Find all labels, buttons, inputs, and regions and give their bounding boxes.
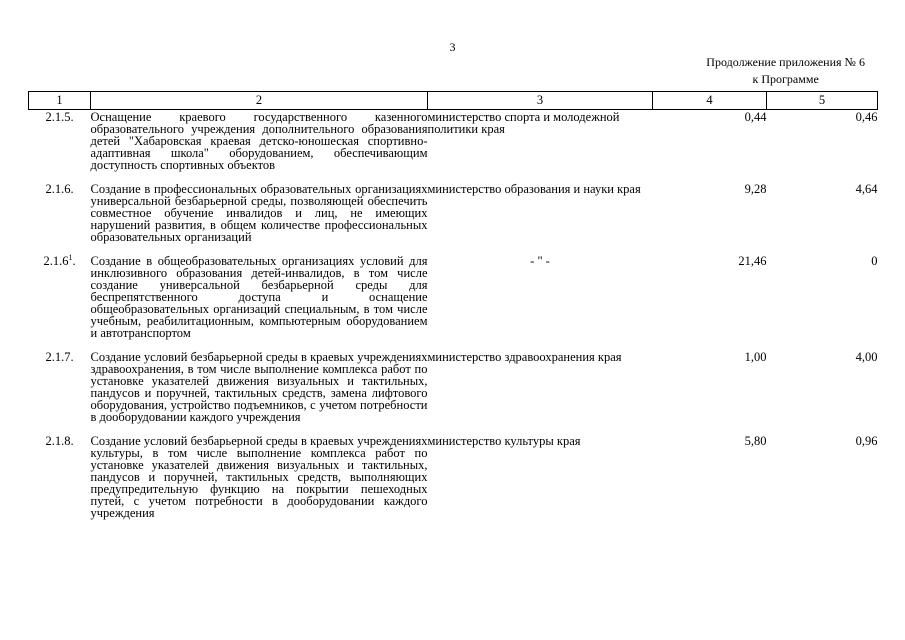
row-spacer (29, 423, 878, 434)
row-value-col5: 0,96 (855, 434, 878, 448)
continuation-line-1: Продолжение приложения № 6 (706, 55, 865, 69)
row-value-col5: 4,64 (855, 182, 878, 196)
column-header-3: 3 (428, 92, 653, 110)
row-value-col4: 21,46 (738, 254, 767, 268)
row-number (29, 254, 91, 339)
row-number-superscript: 1 (68, 253, 73, 262)
page-number: 3 (449, 40, 456, 54)
row-description: Создание в профессиональных образовательных организациях универсальной безбарьерной среды, позволяющей обеспечить совместное обучение инвалидов и лиц, не имеющих нарушений развития, в общем количестве профессиональных образовательных организаций (90, 182, 428, 244)
column-header-1: 1 (29, 92, 91, 110)
row-number: 2.1.8. (45, 434, 74, 448)
row-number-suffix: . (72, 254, 76, 268)
table-row (29, 182, 878, 243)
row-description: Создание условий безбарьерной среды в краевых учреждениях здравоохранения, в том числе выполнение комплекса работ по установке указателей движения визуальных и тактильных, пандусов и поручней, тактильных средств, замена лифтового оборудования, устройство подъемников, с учетом потребности в дооборудовании каждого учреждения (90, 350, 428, 424)
row-value-col4: 0,44 (744, 110, 767, 124)
row-number: 2.1.7. (45, 350, 74, 364)
table-header-row (29, 92, 878, 110)
continuation-line-2: к Программе (752, 72, 819, 86)
table-row (29, 254, 878, 339)
row-number: 2.1.6. (45, 182, 74, 196)
appendix-table (28, 91, 878, 519)
row-value-col4: 1,00 (744, 350, 767, 364)
table-row (29, 110, 878, 172)
table-row (29, 434, 878, 519)
row-description: Создание в общеобразовательных организациях условий для инклюзивного образования детей-инвалидов, в том числе создание универсальной безбарьерной среды для беспрепятственного доступа и оснащение общеобразовательных организаций специальным, в том числе учебным, реабилитационным, компьютерным оборудованием и автотранспортом (90, 254, 428, 340)
row-responsible: министерство образования и науки края (427, 182, 641, 196)
table-row (29, 350, 878, 423)
row-responsible: министерство культуры края (427, 434, 581, 448)
row-spacer (29, 171, 878, 182)
row-description: Создание условий безбарьерной среды в краевых учреждениях культуры, в том числе выполнение комплекса работ по установке указателей движения визуальных и тактильных, пандусов и поручней, тактильных средств, выполняющих предупредительную функцию на покрытии пешеходных путей, с учетом потребности в дооборудовании каждого учреждения (90, 434, 428, 520)
row-value-col4: 9,28 (744, 182, 767, 196)
row-value-col5: 4,00 (855, 350, 878, 364)
row-value-col4: 5,80 (744, 434, 767, 448)
row-number-main: 2.1.6 (43, 254, 69, 268)
column-header-4: 4 (653, 92, 767, 110)
row-responsible-ditto: - " - (530, 254, 550, 268)
row-value-col5: 0,46 (855, 110, 878, 124)
row-responsible: министерство спорта и молодежной политики края (427, 110, 620, 136)
row-responsible: министерство здравоохранения края (427, 350, 622, 364)
row-spacer (29, 243, 878, 254)
row-number: 2.1.5. (45, 110, 74, 124)
column-header-2: 2 (91, 92, 428, 110)
row-spacer (29, 339, 878, 350)
continuation-note (706, 54, 865, 88)
row-description: Оснащение краевого государственного казенного образовательного учреждения дополнительного образования детей "Хабаровская краевая детско-юношеская спортивно-адаптивная школа" оборудованием, обеспечивающим доступность спортивных объектов (90, 110, 428, 172)
column-header-5: 5 (767, 92, 878, 110)
row-value-col5: 0 (871, 254, 878, 268)
